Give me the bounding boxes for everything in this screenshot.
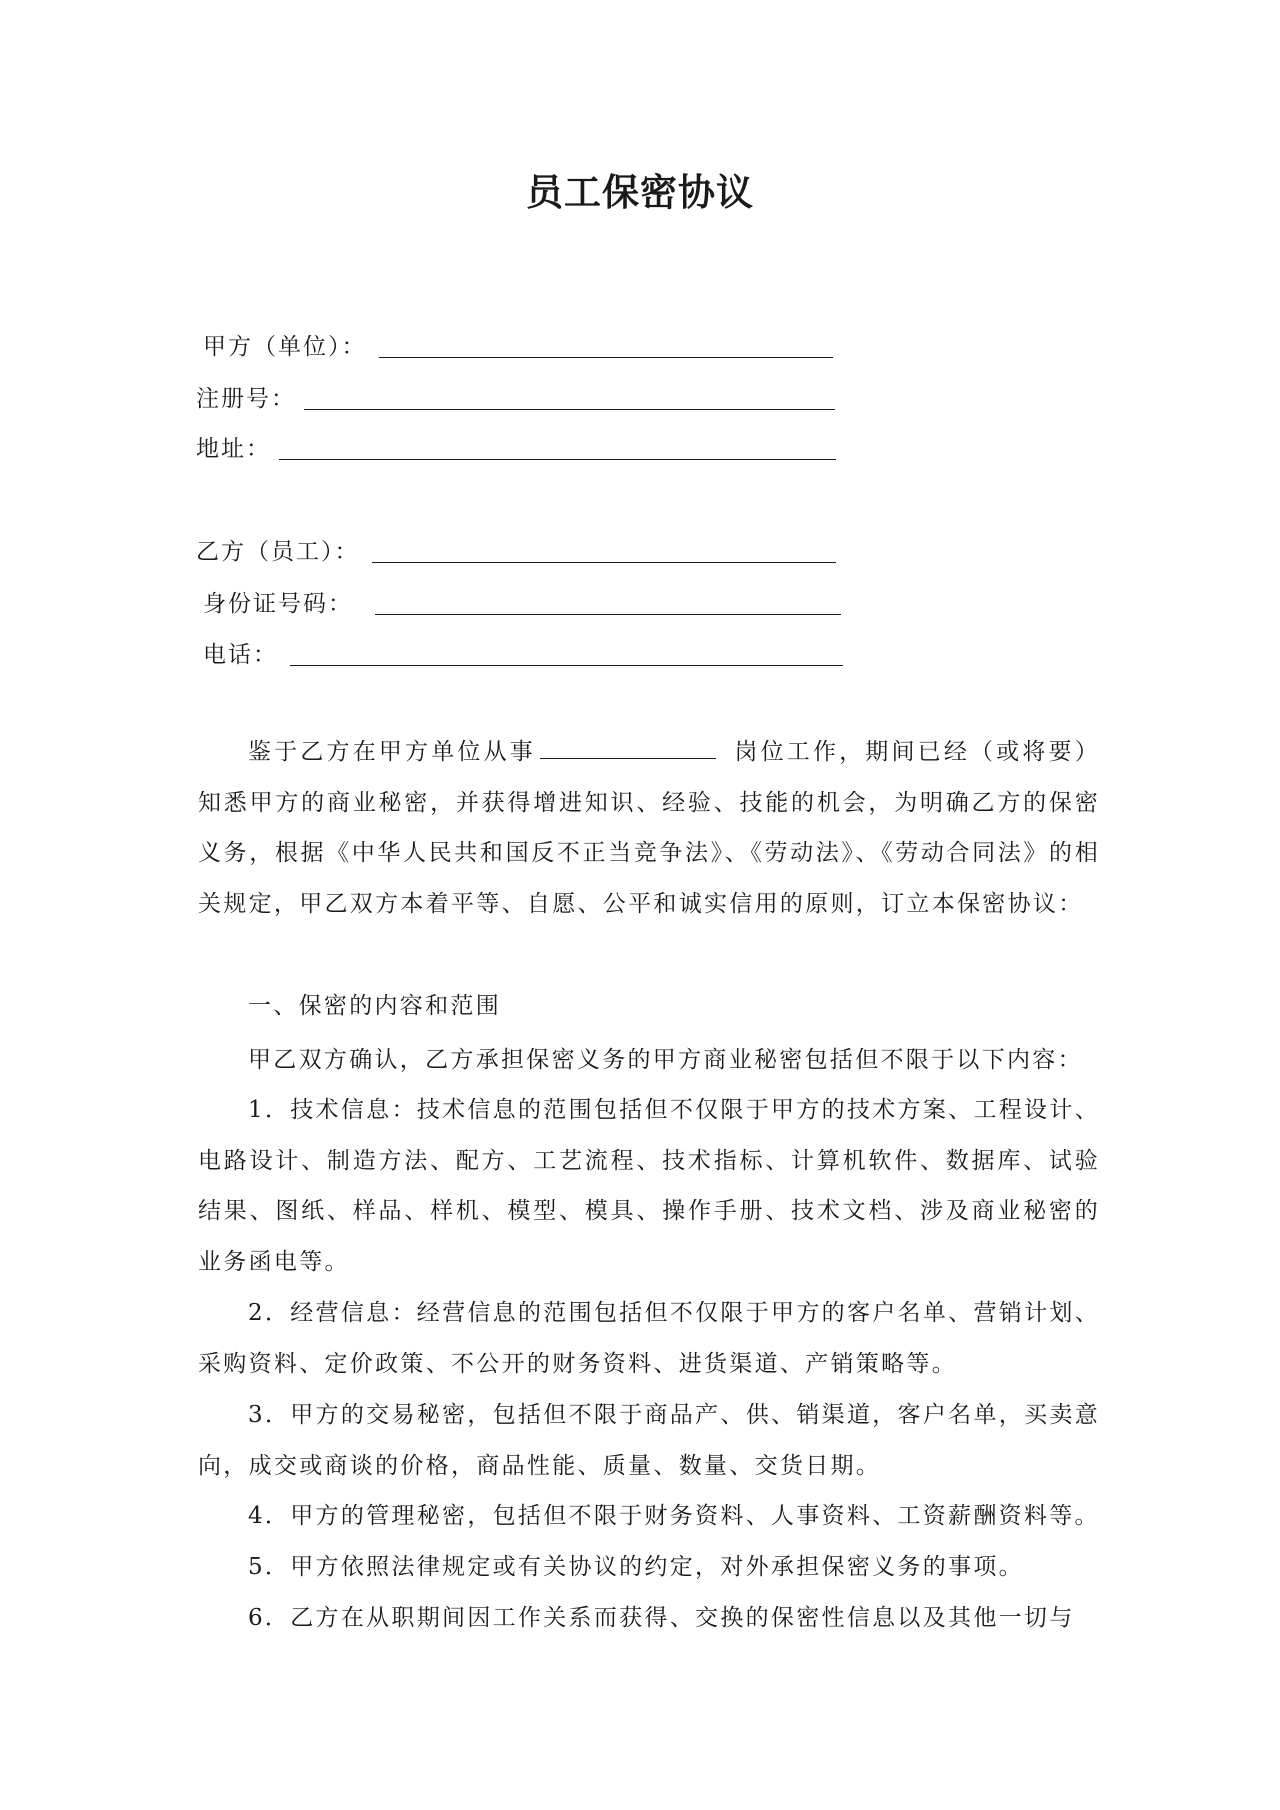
- party-a-reg-blank[interactable]: [304, 379, 835, 410]
- party-a-reg-field: [196, 374, 836, 414]
- party-b-employee-blank[interactable]: [372, 532, 837, 563]
- party-b-id-field: [203, 579, 843, 619]
- section-intro: 甲乙双方确认，乙方承担保密义务的甲方商业秘密包括但不限于以下内容：: [248, 1047, 1083, 1073]
- section-heading: 一、保密的内容和范围: [248, 993, 501, 1019]
- document-title: 员工保密协议: [526, 171, 754, 214]
- list-item-6: 6．乙方在从职期间因工作关系而获得、交换的保密性信息以及其他一切与: [248, 1605, 1075, 1631]
- list-item-3: 3．甲方的交易秘密，包括但不限于商品产、供、销渠道，客户名单，买卖意向，成交或商谈的价格，商品性能、质量、数量、交货日期。: [198, 1402, 1100, 1479]
- list-item-4: 4．甲方的管理秘密，包括但不限于财务资料、人事资料、工资薪酬资料等。: [248, 1503, 1100, 1529]
- party-a-address-blank[interactable]: [279, 429, 836, 460]
- party-b-employee-field: [196, 527, 836, 567]
- party-b-id-label: 身份证号码：: [203, 591, 353, 617]
- party-b-phone-blank[interactable]: [290, 635, 843, 666]
- party-a-unit-field: [203, 322, 833, 362]
- party-a-reg-label: 注册号：: [196, 386, 296, 412]
- party-b-employee-label: 乙方（员工）：: [196, 539, 360, 565]
- preamble-text-rest: 岗位工作，期间已经（或将要）知悉甲方的商业秘密，并获得增进知识、经验、技能的机会，为明确乙方的保密义务，根据《中华人民共和国反不正当竞争法》、《劳动法》、《劳动合同法》的相关规定，甲乙双方本着平等、自愿、公平和诚实信用的原则，订立本保密协议：: [198, 739, 1100, 917]
- list-item-5: 5．甲方依照法律规定或有关协议的约定，对外承担保密义务的事项。: [248, 1554, 1024, 1580]
- preamble-text-start: 鉴于乙方在甲方单位从事: [248, 739, 536, 765]
- party-b-phone-field: [203, 630, 843, 670]
- list-item-2: 2．经营信息：经营信息的范围包括但不仅限于甲方的客户名单、营销计划、采购资料、定价政策、不公开的财务资料、进货渠道、产销策略等。: [198, 1300, 1100, 1377]
- party-b-phone-label: 电话：: [203, 642, 278, 668]
- party-a-unit-label: 甲方（单位）：: [203, 334, 367, 360]
- party-a-address-label: 地址：: [196, 436, 271, 462]
- party-a-address-field: [196, 424, 836, 464]
- list-item-1: 1．技术信息：技术信息的范围包括但不仅限于甲方的技术方案、工程设计、电路设计、制造方法、配方、工艺流程、技术指标、计算机软件、数据库、试验结果、图纸、样品、样机、模型、模具、操作手册、技术文档、涉及商业秘密的业务函电等。: [198, 1097, 1100, 1275]
- position-blank[interactable]: [540, 734, 716, 759]
- preamble-paragraph: [198, 727, 1100, 929]
- party-b-id-blank[interactable]: [375, 584, 841, 615]
- party-a-unit-blank[interactable]: [379, 327, 834, 358]
